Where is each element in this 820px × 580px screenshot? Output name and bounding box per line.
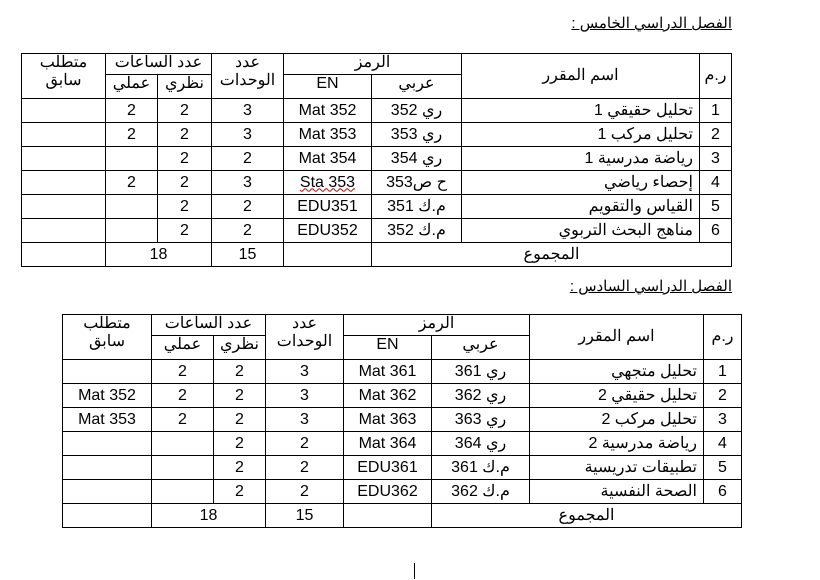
cell-code-en: Mat 364 xyxy=(343,432,431,456)
cell-code-ar: م.ك 361 xyxy=(432,456,530,480)
cell-code-ar: ري 362 xyxy=(432,384,530,408)
cell-practical xyxy=(105,147,157,171)
cell-practical: 2 xyxy=(151,408,213,432)
cell-index: 6 xyxy=(700,219,732,243)
cell-course-name: تطبيقات تدريسية xyxy=(530,456,704,480)
cell-units: 2 xyxy=(211,219,283,243)
cell-units: 3 xyxy=(265,360,343,384)
cell-code-en: Mat 354 xyxy=(283,147,371,171)
col-header-code-en: EN xyxy=(343,336,431,360)
cell-code-en: Mat 353 xyxy=(283,123,371,147)
total-row xyxy=(21,243,731,267)
cell-practical: 2 xyxy=(105,123,157,147)
table-row xyxy=(62,408,741,432)
cell-units: 3 xyxy=(265,384,343,408)
cell-theory: 2 xyxy=(157,123,211,147)
cell-theory: 2 xyxy=(213,384,265,408)
cell-code-en: EDU352 xyxy=(283,219,371,243)
col-header-course-name: اسم المقرر xyxy=(530,315,704,360)
cell-prereq xyxy=(21,147,105,171)
cell-theory: 2 xyxy=(157,219,211,243)
cell-course-name: القياس والتقويم xyxy=(462,195,700,219)
cell-index: 1 xyxy=(704,360,742,384)
cell-prereq: Mat 353 xyxy=(62,408,151,432)
cell-index: 3 xyxy=(700,147,732,171)
cell-units: 2 xyxy=(211,147,283,171)
table-row xyxy=(62,432,741,456)
cell-code-ar: م.ك 362 xyxy=(432,480,530,504)
cell-index: 4 xyxy=(704,432,742,456)
col-header-prereq xyxy=(21,54,105,99)
cell-theory: 2 xyxy=(157,171,211,195)
table-row xyxy=(21,147,731,171)
col-header-index: ر.م xyxy=(700,54,732,99)
total-prereq-empty xyxy=(21,243,105,267)
col-header-code: الرمز xyxy=(283,54,461,75)
table-row xyxy=(21,195,731,219)
cell-index: 2 xyxy=(700,123,732,147)
cell-practical xyxy=(151,432,213,456)
semester-6-title: الفصل الدراسي السادس : xyxy=(569,278,732,295)
prereq-header-text: متطلب سابق xyxy=(39,54,88,89)
semester-6-table xyxy=(62,314,742,528)
cell-index: 2 xyxy=(704,384,742,408)
table-row xyxy=(21,171,731,195)
col-header-theory: نظري xyxy=(157,75,211,99)
col-header-prereq xyxy=(62,315,151,360)
cell-index: 3 xyxy=(704,408,742,432)
col-header-units xyxy=(265,315,343,360)
cell-theory: 2 xyxy=(157,99,211,123)
cell-units: 2 xyxy=(211,195,283,219)
total-label: المجموع xyxy=(372,243,732,267)
cell-code-en: Mat 352 xyxy=(283,99,371,123)
units-header-text: عدد الوحدات xyxy=(219,54,276,89)
cell-units: 2 xyxy=(265,456,343,480)
table-row xyxy=(21,219,731,243)
cell-code-ar: م.ك 352 xyxy=(372,219,462,243)
col-header-code-ar: عربي xyxy=(372,75,462,99)
cell-index: 6 xyxy=(704,480,742,504)
cell-prereq xyxy=(62,432,151,456)
total-hours: 18 xyxy=(151,504,265,528)
cell-course-name: تحليل مركب 2 xyxy=(530,408,704,432)
cell-code-en: EDU351 xyxy=(283,195,371,219)
total-empty-cell xyxy=(283,243,371,267)
cell-practical xyxy=(151,480,213,504)
cell-units: 3 xyxy=(265,408,343,432)
col-header-hours: عدد الساعات xyxy=(151,315,265,336)
table-row xyxy=(62,456,741,480)
cell-code-ar: ري 354 xyxy=(372,147,462,171)
total-units: 15 xyxy=(265,504,343,528)
cell-prereq xyxy=(21,195,105,219)
cell-prereq: Mat 352 xyxy=(62,384,151,408)
cell-theory: 2 xyxy=(213,432,265,456)
cell-theory: 2 xyxy=(213,480,265,504)
cell-course-name: الصحة النفسية xyxy=(530,480,704,504)
cell-code-ar: ري 363 xyxy=(432,408,530,432)
cell-code-ar: ح ص353 xyxy=(372,171,462,195)
col-header-units xyxy=(211,54,283,99)
prereq-header-text: متطلب سابق xyxy=(83,315,131,350)
cell-index: 4 xyxy=(700,171,732,195)
cell-course-name: إحصاء رياضي xyxy=(462,171,700,195)
cell-practical xyxy=(105,195,157,219)
cell-code-en: EDU361 xyxy=(343,456,431,480)
cell-practical: 2 xyxy=(151,360,213,384)
cell-course-name: رياضة مدرسية 1 xyxy=(462,147,700,171)
text-cursor xyxy=(414,563,415,579)
cell-practical xyxy=(105,219,157,243)
cell-index: 5 xyxy=(700,195,732,219)
cell-practical xyxy=(151,456,213,480)
cell-code-ar: ري 352 xyxy=(372,99,462,123)
col-header-course-name: اسم المقرر xyxy=(462,54,700,99)
cell-prereq xyxy=(62,480,151,504)
cell-code-ar: ري 353 xyxy=(372,123,462,147)
cell-code-en: Mat 362 xyxy=(343,384,431,408)
cell-theory: 2 xyxy=(213,456,265,480)
cell-practical: 2 xyxy=(105,171,157,195)
total-prereq-empty xyxy=(62,504,151,528)
cell-theory: 2 xyxy=(157,147,211,171)
cell-theory: 2 xyxy=(213,408,265,432)
cell-prereq xyxy=(62,360,151,384)
col-header-code-en: EN xyxy=(283,75,371,99)
col-header-hours: عدد الساعات xyxy=(105,54,211,75)
total-empty-cell xyxy=(343,504,431,528)
spellcheck-underlined-code: Sta 353 xyxy=(299,173,356,191)
cell-units: 2 xyxy=(265,432,343,456)
cell-units: 2 xyxy=(265,480,343,504)
cell-units: 3 xyxy=(211,171,283,195)
table-row xyxy=(21,123,731,147)
cell-units: 3 xyxy=(211,123,283,147)
cell-code-en: Mat 363 xyxy=(343,408,431,432)
cell-code-en xyxy=(283,171,371,195)
total-units: 15 xyxy=(211,243,283,267)
semester-5-table xyxy=(21,53,732,267)
cell-code-en: Mat 361 xyxy=(343,360,431,384)
cell-units: 3 xyxy=(211,99,283,123)
col-header-practical: عملي xyxy=(105,75,157,99)
cell-code-ar: م.ك 351 xyxy=(372,195,462,219)
semester-5-title: الفصل الدراسي الخامس : xyxy=(571,15,732,32)
col-header-practical: عملي xyxy=(151,336,213,360)
col-header-index: ر.م xyxy=(704,315,742,360)
cell-code-ar: ري 364 xyxy=(432,432,530,456)
table-row xyxy=(62,360,741,384)
units-header-text: عدد الوحدات xyxy=(276,315,333,350)
cell-index: 1 xyxy=(700,99,732,123)
cell-course-name: تحليل حقيقي 1 xyxy=(462,99,700,123)
cell-prereq xyxy=(21,123,105,147)
cell-prereq xyxy=(21,171,105,195)
table-row xyxy=(21,99,731,123)
cell-practical: 2 xyxy=(105,99,157,123)
col-header-code: الرمز xyxy=(343,315,529,336)
total-label: المجموع xyxy=(432,504,742,528)
cell-theory: 2 xyxy=(213,360,265,384)
cell-code-ar: ري 361 xyxy=(432,360,530,384)
cell-prereq xyxy=(21,99,105,123)
header-row-top xyxy=(21,54,731,75)
cell-prereq xyxy=(62,456,151,480)
total-row xyxy=(62,504,741,528)
col-header-theory: نظري xyxy=(213,336,265,360)
cell-course-name: تحليل حقيقي 2 xyxy=(530,384,704,408)
cell-course-name: تحليل مركب 1 xyxy=(462,123,700,147)
col-header-code-ar: عربي xyxy=(432,336,530,360)
cell-index: 5 xyxy=(704,456,742,480)
cell-prereq xyxy=(21,219,105,243)
cell-course-name: رياضة مدرسية 2 xyxy=(530,432,704,456)
table-row xyxy=(62,384,741,408)
total-hours: 18 xyxy=(105,243,211,267)
cell-course-name: تحليل متجهي xyxy=(530,360,704,384)
table-row xyxy=(62,480,741,504)
cell-theory: 2 xyxy=(157,195,211,219)
header-row-top xyxy=(62,315,741,336)
cell-code-en: EDU362 xyxy=(343,480,431,504)
cell-course-name: مناهج البحث التربوي xyxy=(462,219,700,243)
cell-practical: 2 xyxy=(151,384,213,408)
